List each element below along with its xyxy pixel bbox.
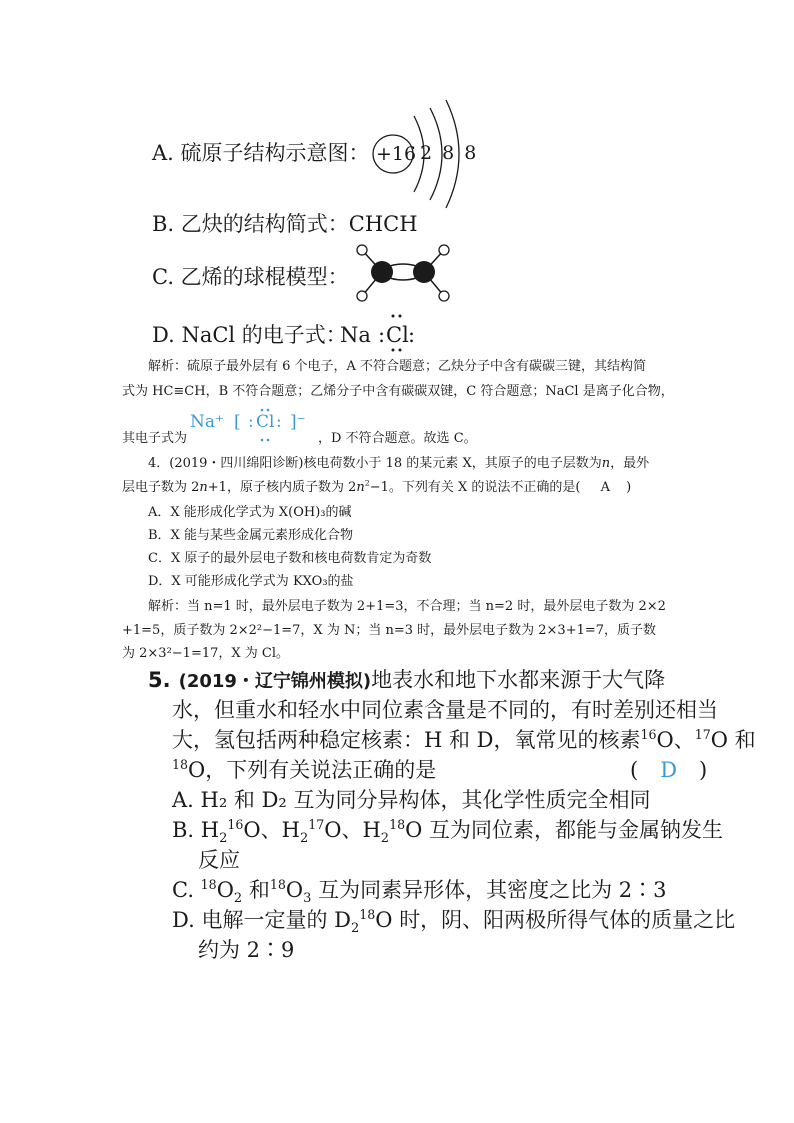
q5-stem-line-4: $^{18}$O，下列有关说法正确的是	[172, 757, 437, 782]
q5-number: 5.	[148, 668, 171, 692]
option-b-text: B. 乙炔的结构简式：CHCH	[152, 212, 418, 236]
q5-stem-line-2: 水，但重水和轻水中同位素含量是不同的，有时差别还相当	[172, 698, 718, 722]
electron-formula-na: Na⁺	[190, 412, 224, 432]
q4-stem-line-2: 层电子数为 2n+1，原子核内质子数为 $2n^2-1$。下列有关 X 的说法不正确的是( A )	[122, 478, 632, 495]
option-d-text: D. NaCl 的电子式：	[152, 323, 347, 347]
q5-option-d: D. 电解一定量的 $D_2^{18}O$ 时，阴、阳两极所得气体的质量之比	[172, 907, 736, 937]
nacl-cl: Cl	[386, 323, 409, 347]
electron-formula-bracket-close: ]⁻	[290, 412, 306, 432]
q4-analysis-line-1: 解析：当 n=1 时，最外层电子数为 2+1=3，不合理；当 n=2 时，最外层电子数为 2×2	[148, 599, 666, 614]
q4-option-b: B．X 能与某些金属元素形成化合物	[148, 528, 353, 543]
nacl-colon-left: :	[378, 323, 386, 347]
electron-formula-colon-left: :	[248, 412, 254, 432]
nucleus-charge: +16	[376, 143, 417, 165]
q5-answer: D	[660, 758, 678, 782]
carbon-atom	[413, 261, 435, 283]
option-c-text: C. 乙烯的球棍模型：	[152, 265, 349, 289]
q4-analysis-line-3: 为 2×3²−1=17，X 为 Cl。	[122, 646, 290, 661]
q5-option-d-line-2: 约为 2∶9	[198, 938, 295, 962]
carbon-atom	[371, 261, 393, 283]
hydrogen-atom	[439, 291, 449, 301]
q4-option-c: C．X 原子的最外层电子数和核电荷数肯定为奇数	[148, 551, 432, 566]
q5-option-c: C. $^{18}O_2$ 和$^{18}O_3$ 互为同素异形体，其密度之比为 2∶3	[172, 877, 667, 907]
shell-electrons: 2 8 8	[420, 142, 479, 164]
q5-stem-line-3: 大，氢包括两种稳定核素：H 和 D，氧常见的核素$^{16}$O、$^{17}$O 和	[172, 727, 756, 752]
option-a-text: A. 硫原子结构示意图：	[152, 141, 370, 165]
analysis-3-line-2: 式为 HC≡CH，B 不符合题意；乙烯分子中含有碳碳双键，C 符合题意；NaCl 是离子化合物，	[122, 384, 674, 399]
hydrogen-atom	[439, 245, 449, 255]
hydrogen-atom	[357, 291, 367, 301]
q5-source: (2019・辽宁锦州模拟)	[178, 671, 372, 692]
electron-formula-dots	[258, 408, 278, 444]
q4-analysis-line-2: +1=5，质子数为 2×2²−1=7，X 为 N；当 n=3 时，最外层电子数为 2×3+1=7，质子数	[122, 623, 657, 638]
q4-answer: A	[600, 480, 610, 495]
q4-option-d: D．X 可能形成化学式为 KXO₃的盐	[148, 574, 354, 589]
hydrogen-atom	[357, 245, 367, 255]
ethylene-ball-stick-model	[350, 242, 460, 307]
electron-formula-bracket-open: [	[234, 412, 241, 432]
q4-stem-line-1: 4．(2019・四川绵阳诊断)核电荷数小于 18 的某元素 X，其原子的电子层数为n，最外	[148, 456, 650, 471]
q5-option-b: B. $H_2^{16}O$、$H_2^{17}O$、$H_2^{18}O$ 互为同位素，都能与金属钠发生	[172, 817, 724, 847]
q5-option-a: A. H₂ 和 D₂ 互为同分异构体，其化学性质完全相同	[172, 788, 651, 812]
analysis-3-line-1: 解析：硫原子最外层有 6 个电子，A 不符合题意；乙炔分子中含有碳碳三键，其结构简	[148, 359, 647, 374]
electron-formula-cl: Cl	[256, 412, 275, 432]
nacl-electron-dots	[388, 314, 408, 354]
nacl-na: Na	[340, 323, 371, 347]
analysis-3-line-3-post: ，D 不符合题意。故选 C。	[318, 431, 477, 446]
analysis-3-line-3-pre: 其电子式为	[122, 431, 188, 446]
electron-formula-colon-right: :	[276, 412, 282, 432]
q5-answer-bracket: ( D )	[630, 758, 708, 782]
q5-option-b-line-2: 反应	[198, 848, 240, 872]
q5-stem-line-1: 5. (2019・辽宁锦州模拟)地表水和地下水都来源于大气降	[148, 668, 666, 692]
q4-option-a: A．X 能形成化学式为 X(OH)₃的碱	[148, 505, 352, 520]
nacl-colon-right: :	[408, 323, 416, 347]
